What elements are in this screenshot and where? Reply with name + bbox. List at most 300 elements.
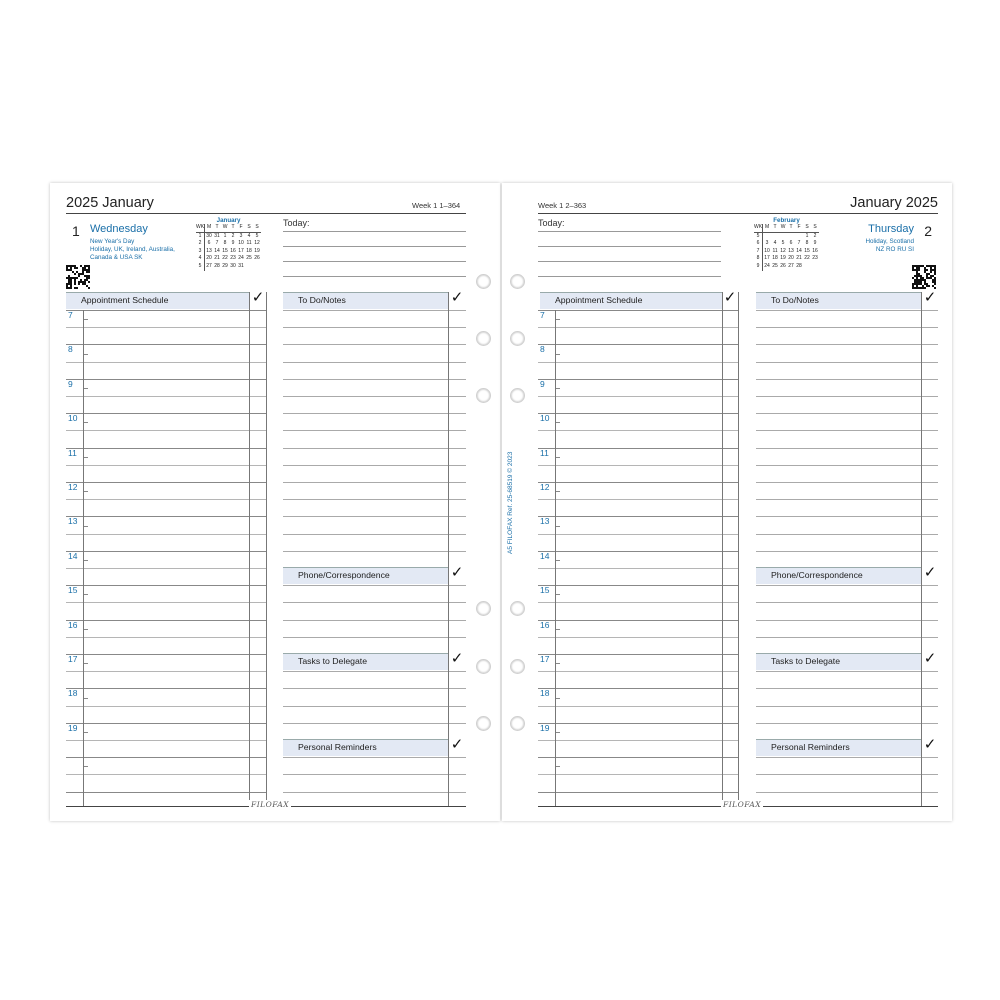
mini-calendar-cell [779, 232, 787, 240]
binder-hole [476, 601, 491, 616]
todo-notes-header [283, 292, 449, 309]
half-hour-tick [84, 732, 88, 733]
hour-label: 7 [68, 310, 73, 320]
time-column-line [555, 310, 556, 806]
page-title: January 2025 [850, 195, 938, 211]
appointment-ruled-line [538, 534, 738, 535]
mini-calendar-cell: 17 [238, 247, 244, 254]
hour-label: 13 [540, 516, 550, 526]
notes-ruled-line [756, 723, 938, 724]
mini-calendar-grid [196, 224, 261, 271]
half-hour-tick [84, 560, 88, 561]
check-mark-icon: ✓ [450, 289, 464, 306]
phone-correspondence-header [283, 567, 449, 584]
mini-calendar-cell: 15 [804, 247, 810, 254]
mini-calendar-cell: 9 [813, 240, 817, 247]
qr-code-icon [912, 265, 936, 289]
notes-ruled-line [283, 774, 466, 775]
appointment-ruled-line [66, 396, 266, 397]
notes-ruled-line [756, 499, 938, 500]
appointment-ruled-line [66, 499, 266, 500]
notes-ruled-line [756, 516, 938, 517]
check-mark-icon: ✓ [923, 736, 937, 753]
half-hour-tick [84, 526, 88, 527]
mini-calendar-header-cell: WK [754, 224, 763, 232]
appointment-ruled-line [66, 568, 266, 569]
binder-hole [476, 659, 491, 674]
right-diary-page [502, 183, 952, 821]
half-hour-tick [84, 319, 88, 320]
notes-ruled-line [756, 327, 938, 328]
appointment-ruled-line [538, 740, 738, 741]
hour-label: 18 [540, 688, 550, 698]
appointment-ruled-line [66, 585, 266, 586]
appointment-ruled-line [66, 637, 266, 638]
half-hour-tick [84, 594, 88, 595]
notes-ruled-line [756, 482, 938, 483]
mini-calendar-cell: 24 [238, 255, 244, 262]
notes-ruled-line [283, 482, 466, 483]
mini-calendar-cell: 5 [255, 232, 259, 239]
mini-calendar-cell: 18 [246, 247, 252, 254]
appointment-ruled-line [538, 396, 738, 397]
appointment-schedule-header [66, 292, 249, 309]
check-mark-icon: ✓ [450, 564, 464, 581]
mini-calendar [196, 217, 261, 271]
notes-ruled-line [283, 637, 466, 638]
today-ruled-line [283, 231, 466, 232]
mini-calendar-header-cell: S [803, 224, 811, 232]
check-mark-icon: ✓ [923, 564, 937, 581]
mini-calendar-cell: 30 [230, 262, 236, 269]
mini-calendar-cell: 11 [246, 240, 252, 247]
half-hour-tick [84, 766, 88, 767]
phone-correspondence-label: Phone/Correspondence [771, 570, 863, 580]
half-hour-tick [556, 457, 560, 458]
today-ruled-line [538, 231, 721, 232]
mini-calendar-cell: 2 [231, 232, 235, 239]
day-name: Thursday [868, 223, 914, 235]
mini-calendar-cell: 31 [238, 262, 244, 269]
appointment-ruled-line [538, 568, 738, 569]
phone-correspondence-header [756, 567, 922, 584]
hour-label: 19 [540, 723, 550, 733]
mini-calendar-cell: 12 [254, 240, 260, 247]
appointment-ruled-line [538, 585, 738, 586]
notes-ruled-line [756, 448, 938, 449]
notes-ruled-line [756, 551, 938, 552]
notes-ruled-line [283, 516, 466, 517]
tasks-to-delegate-header [756, 653, 922, 670]
appointment-schedule-label: Appointment Schedule [81, 295, 169, 305]
notes-ruled-line [283, 671, 466, 672]
holiday-note: Holiday, Scotland [865, 238, 914, 245]
notes-ruled-line [283, 757, 466, 758]
half-hour-tick [556, 422, 560, 423]
half-hour-tick [556, 388, 560, 389]
mini-calendar-cell: 24 [764, 262, 770, 269]
notes-ruled-line [756, 413, 938, 414]
hour-label: 9 [540, 379, 545, 389]
today-label: Today: [283, 218, 310, 228]
holiday-note: Holiday, UK, Ireland, Australia, [90, 246, 175, 253]
notes-ruled-line [756, 430, 938, 431]
appointment-ruled-line [538, 688, 738, 689]
check-column-line [266, 292, 267, 806]
appointment-ruled-line [66, 516, 266, 517]
appointment-ruled-line [66, 551, 266, 552]
notes-ruled-line [283, 310, 466, 311]
mini-calendar-cell: 31 [214, 232, 220, 239]
mini-calendar-cell: 10 [764, 247, 770, 254]
header-rule [538, 213, 938, 214]
half-hour-tick [556, 560, 560, 561]
notes-ruled-line [283, 396, 466, 397]
mini-calendar-cell [245, 263, 253, 271]
appointment-ruled-line [66, 774, 266, 775]
notes-ruled-line [283, 362, 466, 363]
hour-label: 18 [68, 688, 78, 698]
notes-ruled-line [756, 602, 938, 603]
half-hour-tick [556, 766, 560, 767]
hour-label: 12 [540, 482, 550, 492]
mini-calendar-cell: 26 [780, 262, 786, 269]
page-title: 2025 January [66, 195, 154, 211]
today-ruled-line [538, 246, 721, 247]
mini-calendar-header-cell: W [779, 224, 787, 232]
hour-label: 14 [540, 551, 550, 561]
mini-calendar-cell: 1 [805, 232, 809, 239]
mini-calendar-header-cell: S [811, 224, 819, 232]
appointment-ruled-line [538, 482, 738, 483]
personal-reminders-header [756, 739, 922, 756]
day-notes [865, 238, 914, 254]
check-mark-icon: ✓ [251, 289, 265, 306]
half-hour-tick [556, 491, 560, 492]
mini-calendar-cell: 8 [805, 240, 809, 247]
filofax-logo: FILOFAX [251, 800, 290, 809]
appointment-ruled-line [538, 551, 738, 552]
appointment-ruled-line [66, 602, 266, 603]
today-ruled-line [283, 261, 466, 262]
mini-calendar-cell: 5 [781, 240, 785, 247]
mini-calendar-cell: 7 [797, 240, 801, 247]
appointment-ruled-line [538, 723, 738, 724]
mini-calendar-cell: 28 [796, 262, 802, 269]
appointment-ruled-line [66, 379, 266, 380]
mini-calendar-cell: 6 [207, 240, 211, 247]
appointment-ruled-line [538, 620, 738, 621]
mini-calendar-cell [763, 232, 772, 240]
phone-correspondence-label: Phone/Correspondence [298, 570, 390, 580]
notes-ruled-line [756, 585, 938, 586]
notes-ruled-line [283, 344, 466, 345]
binder-hole [510, 659, 525, 674]
appointment-ruled-line [538, 706, 738, 707]
header-rule [66, 213, 466, 214]
time-column-line [83, 310, 84, 806]
mini-calendar-header-cell: WK [196, 224, 205, 232]
appointment-ruled-line [66, 620, 266, 621]
appointment-ruled-line [66, 671, 266, 672]
mini-calendar-cell: 18 [772, 255, 778, 262]
check-mark-icon: ✓ [923, 650, 937, 667]
mini-calendar-cell: 4 [196, 255, 205, 263]
half-hour-tick [556, 354, 560, 355]
mini-calendar-cell: 27 [206, 262, 212, 269]
half-hour-tick [556, 629, 560, 630]
mini-calendar-cell: 30 [206, 232, 212, 239]
mini-calendar-cell [253, 263, 261, 271]
today-ruled-line [283, 276, 466, 277]
mini-calendar-cell: 7 [754, 248, 763, 256]
mini-calendar-cell: 28 [214, 262, 220, 269]
half-hour-tick [556, 732, 560, 733]
mini-calendar-cell: 21 [214, 255, 220, 262]
notes-ruled-line [756, 637, 938, 638]
half-hour-tick [556, 319, 560, 320]
personal-reminders-label: Personal Reminders [298, 742, 377, 752]
appointment-ruled-line [538, 430, 738, 431]
binder-hole [510, 274, 525, 289]
half-hour-tick [84, 422, 88, 423]
appointment-ruled-line [66, 534, 266, 535]
hour-label: 14 [68, 551, 78, 561]
day-name: Wednesday [90, 223, 148, 235]
notes-ruled-line [756, 774, 938, 775]
mini-calendar-cell: 14 [214, 247, 220, 254]
today-label: Today: [538, 218, 565, 228]
todo-notes-header [756, 292, 922, 309]
mini-calendar-month: January [216, 217, 241, 224]
appointment-ruled-line [66, 465, 266, 466]
mini-calendar-cell: 16 [230, 247, 236, 254]
mini-calendar-cell: 13 [788, 247, 794, 254]
binder-hole [510, 716, 525, 731]
appointment-ruled-line [66, 362, 266, 363]
half-hour-tick [84, 457, 88, 458]
mini-calendar-cell: 20 [206, 255, 212, 262]
appointment-ruled-line [66, 448, 266, 449]
notes-ruled-line [283, 327, 466, 328]
holiday-note: Canada & USA SK [90, 254, 143, 261]
appointment-ruled-line [538, 413, 738, 414]
mini-calendar-cell: 23 [230, 255, 236, 262]
notes-ruled-line [283, 620, 466, 621]
day-number: 1 [72, 223, 80, 239]
notes-ruled-line [283, 602, 466, 603]
mini-calendar-cell: 19 [254, 247, 260, 254]
appointment-ruled-line [66, 310, 266, 311]
appointment-ruled-line [66, 757, 266, 758]
mini-calendar-cell: 1 [196, 232, 205, 240]
mini-calendar-cell: 2 [196, 240, 205, 248]
appointment-ruled-line [66, 413, 266, 414]
appointment-ruled-line [66, 723, 266, 724]
mini-calendar-cell: 27 [788, 262, 794, 269]
mini-calendar-header-cell: F [237, 224, 245, 232]
mini-calendar-cell: 10 [238, 240, 244, 247]
mini-calendar-header-cell: W [221, 224, 229, 232]
mini-calendar-cell: 11 [772, 247, 778, 254]
appointment-ruled-line [66, 482, 266, 483]
appointment-ruled-line [66, 344, 266, 345]
mini-calendar-cell [795, 232, 803, 240]
notes-ruled-line [756, 344, 938, 345]
week-info: Week 1 2–363 [538, 201, 587, 210]
mini-calendar-cell: 26 [254, 255, 260, 262]
mini-calendar-cell: 25 [246, 255, 252, 262]
binder-hole [476, 716, 491, 731]
binder-hole [510, 331, 525, 346]
notes-ruled-line [756, 465, 938, 466]
holiday-note: NZ RO RU SI [875, 246, 914, 253]
mini-calendar-cell: 15 [222, 247, 228, 254]
notes-ruled-line [283, 688, 466, 689]
todo-notes-label: To Do/Notes [298, 295, 346, 305]
todo-notes-label: To Do/Notes [771, 295, 819, 305]
half-hour-tick [84, 629, 88, 630]
mini-calendar [754, 217, 819, 271]
mini-calendar-cell: 9 [754, 263, 763, 271]
binder-hole [510, 601, 525, 616]
notes-ruled-line [756, 379, 938, 380]
mini-calendar-cell: 25 [772, 262, 778, 269]
tasks-to-delegate-header [283, 653, 449, 670]
notes-ruled-line [756, 792, 938, 793]
binder-hole [476, 331, 491, 346]
notes-ruled-line [756, 310, 938, 311]
mini-calendar-header-cell: T [787, 224, 795, 232]
hour-label: 19 [68, 723, 78, 733]
day-number: 2 [924, 223, 932, 239]
mini-calendar-cell: 5 [196, 263, 205, 271]
notes-ruled-line [283, 499, 466, 500]
appointment-ruled-line [538, 448, 738, 449]
hour-label: 17 [68, 654, 78, 664]
appointment-ruled-line [538, 465, 738, 466]
notes-ruled-line [283, 413, 466, 414]
appointment-ruled-line [538, 774, 738, 775]
mini-calendar-cell: 17 [764, 255, 770, 262]
hour-label: 15 [540, 585, 550, 595]
appointment-ruled-line [538, 654, 738, 655]
mini-calendar-cell: 2 [813, 232, 817, 239]
hour-label: 9 [68, 379, 73, 389]
appointment-ruled-line [66, 327, 266, 328]
appointment-ruled-line [538, 344, 738, 345]
mini-calendar-header-cell: M [205, 224, 214, 232]
hour-label: 17 [540, 654, 550, 664]
mini-calendar-cell: 20 [788, 255, 794, 262]
mini-calendar-header-cell: M [763, 224, 772, 232]
qr-code-icon [66, 265, 90, 289]
hour-label: 11 [540, 448, 549, 458]
left-diary-page [50, 183, 500, 821]
check-column-line [738, 292, 739, 806]
personal-reminders-header [283, 739, 449, 756]
check-column-line [722, 292, 723, 806]
tasks-to-delegate-label: Tasks to Delegate [771, 656, 841, 666]
mini-calendar-month: February [773, 217, 800, 224]
holiday-note: New Year's Day [90, 238, 135, 245]
notes-ruled-line [756, 534, 938, 535]
notes-ruled-line [756, 671, 938, 672]
hour-label: 7 [540, 310, 545, 320]
half-hour-tick [556, 594, 560, 595]
personal-reminders-label: Personal Reminders [771, 742, 850, 752]
appointment-ruled-line [66, 430, 266, 431]
notes-ruled-line [756, 706, 938, 707]
appointment-ruled-line [66, 740, 266, 741]
notes-ruled-line [756, 362, 938, 363]
appointment-schedule-header [540, 292, 723, 309]
hour-label: 8 [540, 344, 545, 354]
binder-hole [476, 274, 491, 289]
mini-calendar-cell [803, 263, 811, 271]
appointment-ruled-line [538, 499, 738, 500]
appointment-ruled-line [538, 362, 738, 363]
hour-label: 10 [68, 413, 78, 423]
mini-calendar-cell: 3 [239, 232, 243, 239]
notes-ruled-line [283, 534, 466, 535]
mini-calendar-cell: 6 [789, 240, 793, 247]
appointment-ruled-line [538, 516, 738, 517]
mini-calendar-cell: 22 [804, 255, 810, 262]
hour-label: 10 [540, 413, 550, 423]
mini-calendar-cell: 8 [754, 255, 763, 263]
half-hour-tick [84, 663, 88, 664]
notes-ruled-line [283, 465, 466, 466]
appointment-ruled-line [66, 792, 266, 793]
half-hour-tick [556, 526, 560, 527]
mini-calendar-cell: 14 [796, 247, 802, 254]
notes-ruled-line [283, 792, 466, 793]
tasks-to-delegate-label: Tasks to Delegate [298, 656, 368, 666]
half-hour-tick [84, 698, 88, 699]
appointment-ruled-line [538, 792, 738, 793]
mini-calendar-cell: 7 [215, 240, 219, 247]
notes-ruled-line [756, 757, 938, 758]
mini-calendar-header-cell: T [229, 224, 237, 232]
mini-calendar-cell: 3 [765, 240, 769, 247]
notes-ruled-line [283, 430, 466, 431]
check-column-line [249, 292, 250, 806]
mini-calendar-cell: 16 [812, 247, 818, 254]
notes-ruled-line [756, 620, 938, 621]
notes-ruled-line [283, 585, 466, 586]
hour-label: 8 [68, 344, 73, 354]
half-hour-tick [556, 663, 560, 664]
mini-calendar-header-cell: F [795, 224, 803, 232]
week-info: Week 1 1–364 [412, 201, 461, 210]
check-column-line [921, 292, 922, 806]
hour-label: 16 [68, 620, 78, 630]
mini-calendar-cell: 9 [231, 240, 235, 247]
notes-ruled-line [283, 723, 466, 724]
hour-label: 12 [68, 482, 78, 492]
appointment-ruled-line [66, 688, 266, 689]
mini-calendar-header-cell: T [771, 224, 779, 232]
mini-calendar-cell: 8 [223, 240, 227, 247]
appointment-schedule-label: Appointment Schedule [555, 295, 643, 305]
spine-reference-text: A5 FILOFAX Ref. 25-68519 © 2023 [507, 451, 514, 554]
mini-calendar-cell: 4 [247, 232, 251, 239]
mini-calendar-header-cell: T [213, 224, 221, 232]
mini-calendar-cell: 6 [754, 240, 763, 248]
notes-ruled-line [283, 448, 466, 449]
mini-calendar-cell: 1 [223, 232, 227, 239]
